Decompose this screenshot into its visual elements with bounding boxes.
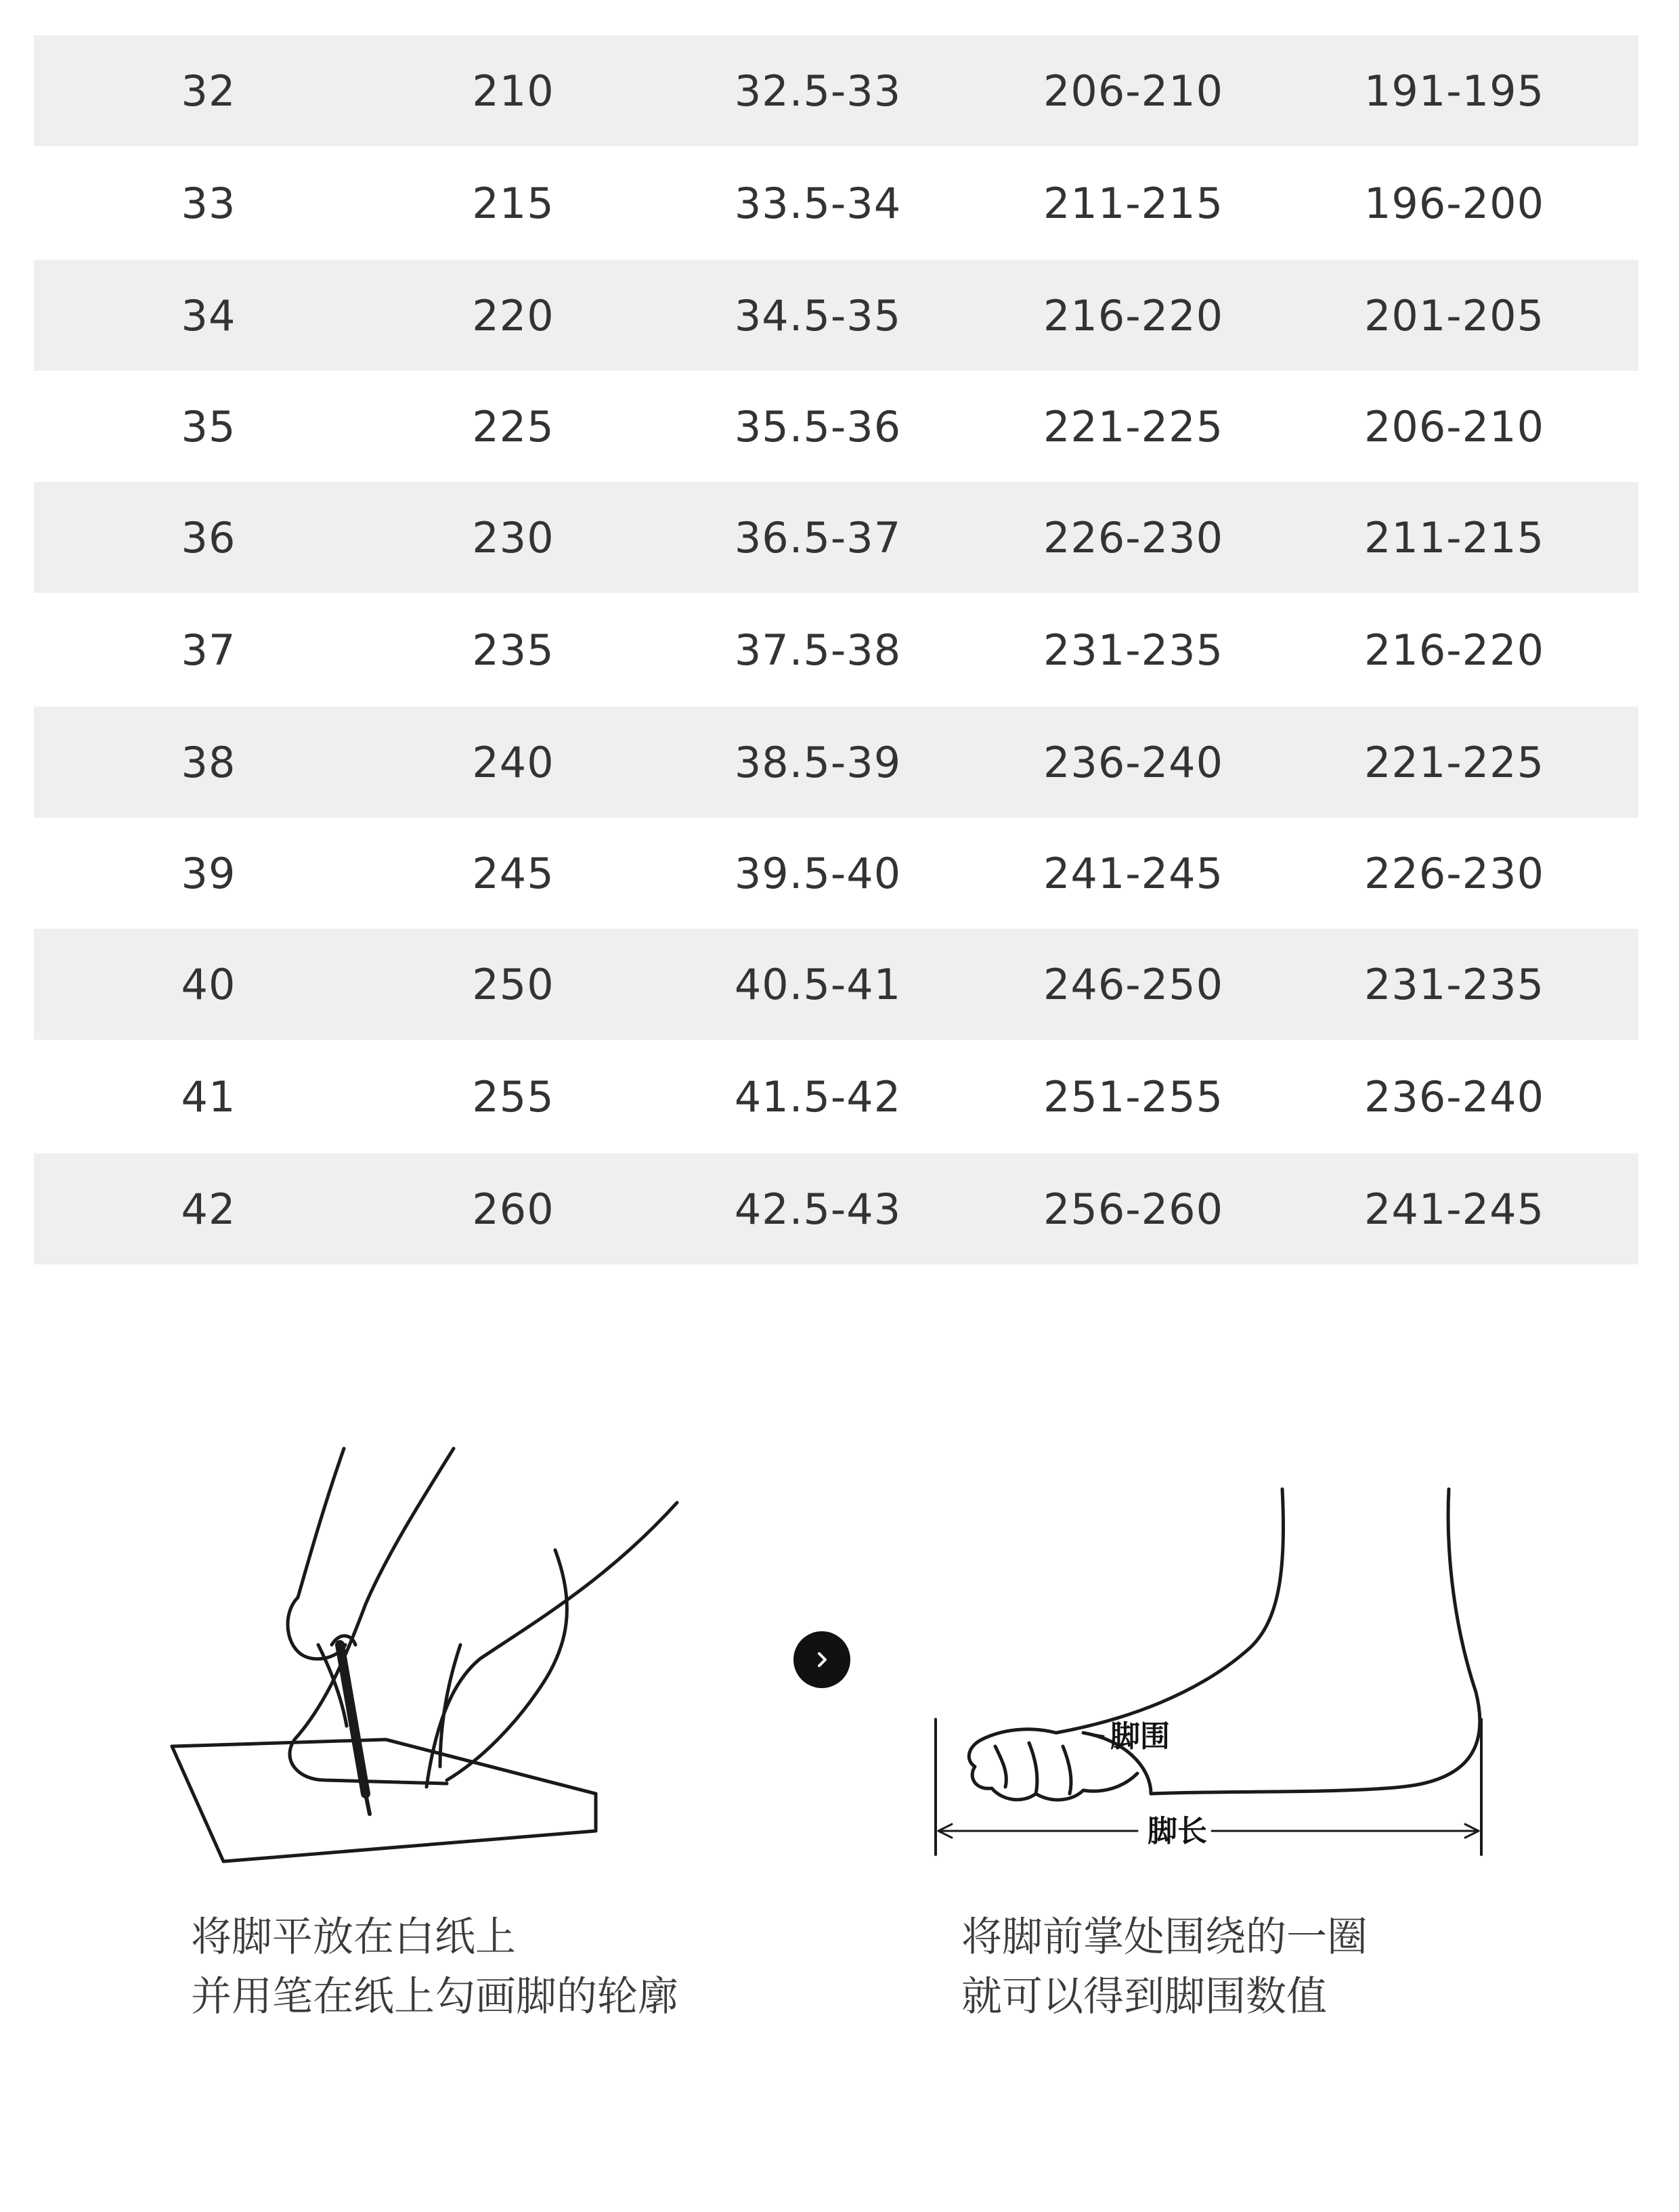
table-cell: 41.5-42 — [734, 1071, 902, 1122]
table-cell: 37.5-38 — [734, 625, 902, 675]
table-cell: 250 — [472, 959, 554, 1009]
table-cell: 245 — [472, 848, 554, 898]
table-cell: 206-210 — [1364, 401, 1545, 451]
instruction-right-line2: 就可以得到脚围数值 — [961, 1973, 1327, 2020]
table-cell: 35.5-36 — [734, 401, 902, 451]
table-cell: 246-250 — [1043, 959, 1224, 1009]
girth-label: 脚围 — [1110, 1719, 1170, 1754]
table-cell: 221-225 — [1364, 737, 1545, 787]
table-cell: 211-215 — [1364, 512, 1545, 562]
instruction-right — [961, 1907, 1368, 2027]
table-cell: 210 — [472, 66, 554, 116]
table-cell: 36 — [181, 512, 236, 562]
table-cell: 38 — [181, 737, 236, 787]
table-cell: 196-200 — [1364, 178, 1545, 228]
table-row — [34, 1040, 1638, 1153]
table-cell: 41 — [181, 1071, 236, 1122]
table-cell: 39 — [181, 848, 236, 898]
table-cell: 230 — [472, 512, 554, 562]
table-row — [34, 593, 1638, 707]
table-cell: 231-235 — [1364, 959, 1545, 1009]
table-cell: 211-215 — [1043, 178, 1224, 228]
table-row — [34, 371, 1638, 482]
table-cell: 33 — [181, 178, 236, 228]
table-row — [34, 1153, 1638, 1264]
table-row — [34, 146, 1638, 260]
table-cell: 221-225 — [1043, 401, 1224, 451]
table-cell: 201-205 — [1364, 290, 1545, 340]
table-cell: 38.5-39 — [734, 737, 902, 787]
table-cell: 32.5-33 — [734, 66, 902, 116]
table-row — [34, 482, 1638, 593]
foot-measurement-illustration — [928, 1476, 1503, 1882]
chevron-right-icon[interactable] — [793, 1631, 850, 1688]
table-cell: 215 — [472, 178, 554, 228]
table-cell: 33.5-34 — [734, 178, 902, 228]
table-cell: 216-220 — [1043, 290, 1224, 340]
table-cell: 226-230 — [1364, 848, 1545, 898]
table-cell: 40.5-41 — [734, 959, 902, 1009]
instruction-left-line2: 并用笔在纸上勾画脚的轮廓 — [191, 1973, 678, 2020]
table-cell: 251-255 — [1043, 1071, 1224, 1122]
table-cell: 36.5-37 — [734, 512, 902, 562]
table-cell: 236-240 — [1364, 1071, 1545, 1122]
table-cell: 241-245 — [1364, 1184, 1545, 1234]
instruction-right-line1: 将脚前掌处围绕的一圈 — [961, 1914, 1368, 1961]
table-cell: 256-260 — [1043, 1184, 1224, 1234]
table-cell: 206-210 — [1043, 66, 1224, 116]
table-row — [34, 929, 1638, 1040]
table-cell: 216-220 — [1364, 625, 1545, 675]
table-row — [34, 707, 1638, 818]
table-cell: 226-230 — [1043, 512, 1224, 562]
instruction-left-line1: 将脚平放在白纸上 — [191, 1914, 516, 1961]
table-cell: 34.5-35 — [734, 290, 902, 340]
table-cell: 42.5-43 — [734, 1184, 902, 1234]
table-row — [34, 260, 1638, 371]
foot-tracing-illustration — [162, 1442, 691, 1875]
table-cell: 42 — [181, 1184, 236, 1234]
table-cell: 240 — [472, 737, 554, 787]
size-table — [34, 35, 1638, 1264]
table-cell: 236-240 — [1043, 737, 1224, 787]
length-label: 脚长 — [1148, 1814, 1207, 1849]
table-row — [34, 35, 1638, 146]
table-cell: 34 — [181, 290, 236, 340]
table-cell: 260 — [472, 1184, 554, 1234]
instruction-left — [191, 1907, 678, 2027]
table-cell: 225 — [472, 401, 554, 451]
table-cell: 255 — [472, 1071, 554, 1122]
table-cell: 35 — [181, 401, 236, 451]
table-cell: 32 — [181, 66, 236, 116]
table-cell: 39.5-40 — [734, 848, 902, 898]
table-cell: 220 — [472, 290, 554, 340]
table-cell: 235 — [472, 625, 554, 675]
table-cell: 191-195 — [1364, 66, 1545, 116]
table-cell: 40 — [181, 959, 236, 1009]
table-cell: 231-235 — [1043, 625, 1224, 675]
table-row — [34, 818, 1638, 929]
table-cell: 37 — [181, 625, 236, 675]
table-cell: 241-245 — [1043, 848, 1224, 898]
